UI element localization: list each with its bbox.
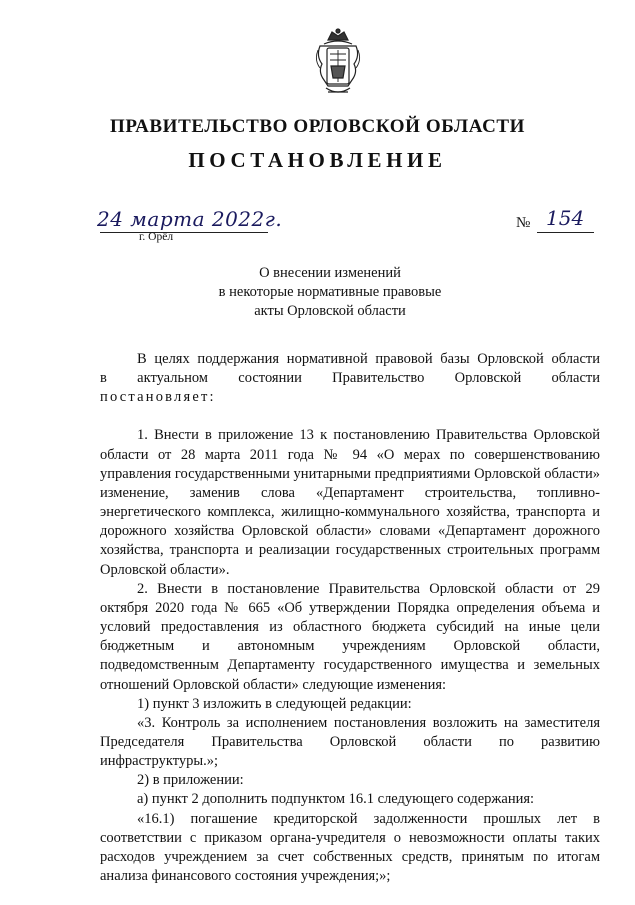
organization-title: ПРАВИТЕЛЬСТВО ОРЛОВСКОЙ ОБЛАСТИ xyxy=(109,116,526,137)
preamble-decree: постановляет: xyxy=(100,389,216,406)
coat-of-arms-icon xyxy=(314,26,362,100)
document-type-title: ПОСТАНОВЛЕНИЕ xyxy=(188,148,447,172)
quoted-clause-16-1: «16.1) погашение кредиторской задолженности прошлых лет в соответствии с приказом органа-учредителя о невозможности оплаты таких расходов учреждением за счет собственных средств, принятым по итогам анализа финансового состояния учреждения;»; xyxy=(100,810,600,885)
city-label: г. Орёл xyxy=(139,231,174,243)
subitem-a: а) пункт 2 дополнить подпунктом 16.1 следующего содержания: xyxy=(137,791,535,808)
quoted-clause-3: «3. Контроль за исполнением постановления возложить на заместителя Председателя Правительства Орловской области по развитию инфраструктуры.»; xyxy=(100,714,600,770)
subitem-2: 2) в приложении: xyxy=(137,772,244,789)
subject-line: акты Орловской области xyxy=(254,303,406,319)
paragraph-1: 1. Внести в приложение 13 к постановлению Правительства Орловской области от 28 марта 2011 года № 94 «О мерах по совершенствованию управления государственными унитарными предприятиями Орловской области» изменение, заменив слова «Департамент строительства, топливно-энергетического комплекса, жилищно-коммунального хозяйства, транспорта и дорожного хозяйства Орловской области» словами «Департамент дорожного хозяйства, транспорта и реализации государственных строительных программ Орловской области». xyxy=(100,427,600,578)
number-label: № xyxy=(516,215,531,231)
handwritten-date: 24 марта 2022г. xyxy=(97,207,283,231)
preamble-line: в актуальном состоянии Правительство Орловской области xyxy=(100,370,600,387)
number-underline xyxy=(537,232,594,233)
subject-line: в некоторые нормативные правовые xyxy=(218,284,442,300)
preamble-line: В целях поддержания нормативной правовой базы Орловской области xyxy=(137,351,600,367)
paragraph-2: 2. Внести в постановление Правительства Орловской области от 29 октября 2020 года № 665 «Об утверждении Порядка определения объема и условий предоставления из областного бюджета субсидий на иные цели бюджетным и автономным учреждениям Орловской области, подведомственным Департаменту государственного имущества и земельных отношений Орловской области» следующие изменения: xyxy=(100,580,600,693)
subject-line: О внесении изменений xyxy=(259,265,401,281)
subitem-1: 1) пункт 3 изложить в следующей редакции: xyxy=(137,695,412,712)
document-body xyxy=(100,350,600,886)
handwritten-number: 154 xyxy=(546,206,585,230)
spacer xyxy=(100,407,600,426)
document-subject xyxy=(160,264,500,321)
date-underline xyxy=(100,232,268,233)
